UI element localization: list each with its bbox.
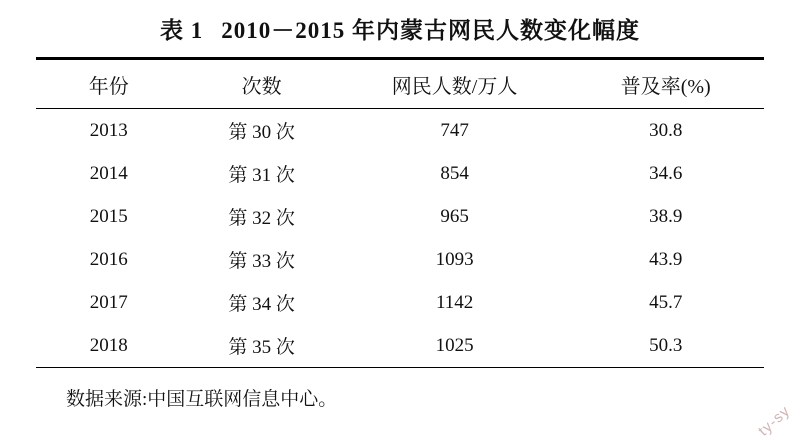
data-table xyxy=(36,57,764,368)
table-row xyxy=(36,152,764,195)
column-header-users: 网民人数/万人 xyxy=(342,59,568,109)
table-caption xyxy=(36,0,764,57)
column-header-times: 次数 xyxy=(182,59,342,109)
cell-times: 第 33 次 xyxy=(228,251,295,272)
cell-rate: 45.7 xyxy=(649,291,683,313)
table-row xyxy=(36,238,764,281)
table-number: 表 1 xyxy=(160,18,204,43)
table-row xyxy=(36,109,764,153)
cell-year: 2014 xyxy=(89,162,128,184)
cell-year: 2017 xyxy=(89,291,128,313)
cell-users: 1142 xyxy=(435,291,474,313)
table-header-row xyxy=(36,59,764,109)
table-row xyxy=(36,195,764,238)
cell-users: 1093 xyxy=(435,248,474,270)
cell-users: 1025 xyxy=(435,334,474,356)
cell-year: 2013 xyxy=(36,109,182,153)
cell-year: 2016 xyxy=(89,248,128,270)
table-header xyxy=(36,59,764,109)
table-row xyxy=(36,324,764,368)
cell-users: 965 xyxy=(440,205,469,227)
watermark: ty-sy xyxy=(755,402,794,440)
cell-year: 2018 xyxy=(89,334,128,356)
cell-year: 2015 xyxy=(89,205,128,227)
cell-times: 第 32 次 xyxy=(228,208,295,229)
column-header-year: 年份 xyxy=(36,59,182,109)
cell-users: 854 xyxy=(440,162,469,184)
table-source-note: 数据来源:中国互联网信息中心。 xyxy=(66,389,338,410)
table-title-text: 2010－2015 年内蒙古网民人数变化幅度 xyxy=(221,18,640,43)
table-body xyxy=(36,109,764,369)
cell-times: 第 35 次 xyxy=(228,337,295,358)
column-header-rate: 普及率(%) xyxy=(567,59,764,109)
table-row xyxy=(36,281,764,324)
cell-rate: 30.8 xyxy=(567,109,764,153)
cell-users: 747 xyxy=(342,109,568,153)
cell-times: 第 31 次 xyxy=(228,165,295,186)
cell-rate: 38.9 xyxy=(649,205,683,227)
cell-rate: 34.6 xyxy=(649,162,683,184)
cell-times: 第 30 次 xyxy=(182,109,342,153)
cell-times: 第 34 次 xyxy=(228,294,295,315)
cell-rate: 50.3 xyxy=(649,334,683,356)
cell-rate: 43.9 xyxy=(649,248,683,270)
